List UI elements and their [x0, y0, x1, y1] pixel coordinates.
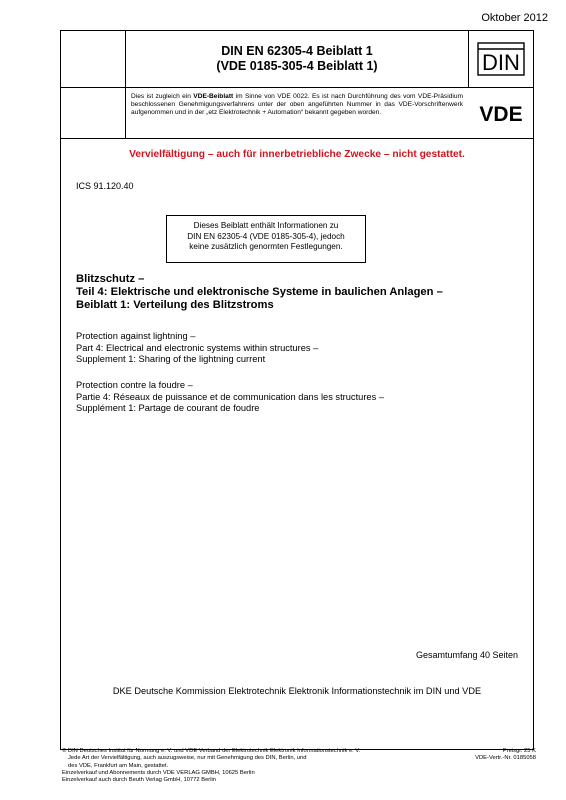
vde-notice: [131, 93, 463, 118]
dke-line: DKE Deutsche Kommission Elektrotechnik Elektronik Informationstechnik im DIN und VDE: [112, 686, 482, 696]
info-box: [166, 215, 366, 263]
din-logo-text: DIN: [482, 50, 520, 75]
title-english: [76, 331, 526, 366]
title-german-line: Beiblatt 1: Verteilung des Blitzstroms: [76, 299, 274, 311]
title-german: [76, 273, 526, 312]
ics-code: ICS 91.120.40: [76, 181, 134, 191]
standard-title: [126, 31, 469, 87]
footer-copyright: [62, 748, 422, 784]
cover-frame: [60, 30, 534, 750]
title-french-line: Partie 4: Réseaux de puissance et de communication dans les structures –: [76, 391, 384, 402]
order-number: VDE-Vertr.-Nr. 0185058: [475, 755, 536, 762]
vde-logo-icon: [471, 101, 531, 125]
info-box-line: Dieses Beiblatt enthält Informationen zu: [193, 221, 339, 230]
total-pages: Gesamtumfang 40 Seiten: [415, 650, 518, 660]
title-english-line: Part 4: Electrical and electronic systems within structures –: [76, 342, 319, 353]
title-french-line: Protection contre la foudre –: [76, 380, 193, 390]
vde-notice-bold: VDE-Beiblatt: [193, 93, 234, 100]
header-left-cell: [61, 31, 126, 87]
info-box-line: keine zusätzlich genormten Festlegungen.: [189, 242, 343, 251]
vde-row: [61, 88, 533, 139]
price-group: Preisgr. 25 K: [502, 748, 536, 754]
title-french: [76, 380, 526, 415]
vde-logo-text: VDE: [479, 103, 523, 125]
header-row: [61, 31, 533, 88]
reproduction-notice: Vervielfältigung – auch für innerbetriebliche Zwecke – nicht gestattet.: [129, 149, 465, 160]
title-german-line: Blitzschutz –: [76, 273, 145, 285]
vde-notice-lead: Dies ist zugleich ein: [131, 93, 194, 100]
vde-left-cell: [61, 88, 126, 138]
vde-logo-cell: [469, 88, 533, 138]
title-french-line: Supplément 1: Partage de courant de foudre: [76, 403, 260, 413]
din-logo-cell: [469, 31, 533, 87]
footer-line: © DIN Deutsches Institut für Normung e. V. und VDE Verband der Elektrotechnik Elektronik Informationstechnik e. V.: [62, 748, 361, 754]
title-english-line: Supplement 1: Sharing of the lightning current: [76, 354, 266, 364]
footer-line: des VDE, Frankfurt am Main, gestattet.: [68, 762, 169, 769]
standard-number: DIN EN 62305-4 Beiblatt 1: [221, 44, 373, 58]
footer-line: Einzelverkauf und Abonnements durch VDE VERLAG GMBH, 10625 Berlin: [62, 769, 255, 776]
info-box-line: DIN EN 62305-4 (VDE 0185-305-4), jedoch: [187, 231, 345, 241]
vde-notice-rest: im Sinne von VDE 0022. Es ist nach Durchführung des vom VDE-Präsidium beschlossenen Genehmigungsverfahrens unter der oben angeführten Nummer in das VDE-Vorschriftenwerk aufgenommen und in der „etz Elektrotechnik + Automation“ bekannt gegeben worden.: [131, 93, 463, 117]
publication-date: Oktober 2012: [481, 12, 548, 24]
footer-line: Einzelverkauf auch durch Beuth Verlag GmbH, 10772 Berlin: [62, 777, 217, 784]
title-german-line: Teil 4: Elektrische und elektronische Systeme in baulichen Anlagen –: [76, 286, 443, 298]
footer-price: [475, 748, 536, 763]
footer-line: Jede Art der Vervielfältigung, auch auszugsweise, nur mit Genehmigung des DIN, Berlin, und: [68, 755, 307, 762]
din-logo-icon: [477, 42, 525, 76]
vde-classification: (VDE 0185-305-4 Beiblatt 1): [216, 59, 378, 73]
title-english-line: Protection against lightning –: [76, 331, 196, 341]
